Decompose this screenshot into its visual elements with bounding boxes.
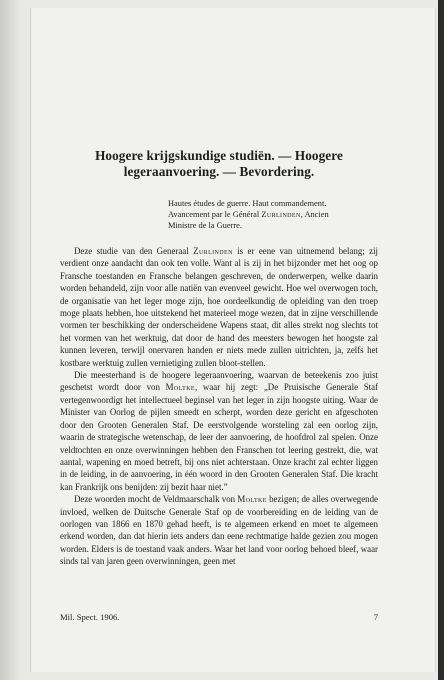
page-edge-shadow	[438, 0, 444, 680]
subtitle-author: Zurlinden	[261, 210, 301, 219]
paragraph-3-a: Deze woorden mocht de Veldmaarschalk von	[74, 494, 236, 505]
page-footer	[60, 612, 378, 622]
paragraph-1-a: Deze studie van den Generaal	[74, 246, 189, 256]
page-number: 7	[373, 612, 378, 622]
paragraph-2-author: Moltke	[165, 382, 195, 393]
paragraph-3-author: Moltke	[237, 494, 267, 505]
subtitle-line-2	[168, 209, 378, 220]
paragraph-2-b: , waar hij zegt: „De Pruisische Generale Staf vertegenwoordigt het intellectueel beginsel van het leger in zijn hoogste uiting. Waar de Minister van Oorlog de pijlen smeedt en scherpt, worden deze gericht en afgeschoten door den Grooten Generalen Staf. De eerstvolgende worsteling zal een oorlog zijn, waarin de strategische wetenschap, de leer der aanvoering, de hoofdrol zal spelen. Onze veldtochten en onze overwinningen hebben den Franschen tot leering gestrekt, die, wat aantal, wapening en moed betreft, bij ons niet achterstaan. Onze kracht zal echter liggen in de leiding, in de aanvoering, in één woord in den Grooten Generalen Staf. Die kracht kan Frankrijk ons benijden: zij bezit haar niet.”	[60, 382, 379, 492]
paragraph-3	[60, 493, 378, 567]
article-subtitle	[168, 198, 378, 231]
paragraph-2-a: Die meesterhand is de hoogere legeraanvoering, waarvan de beteekenis zoo juist geschetst wordt door von	[60, 370, 378, 393]
article-body	[60, 148, 378, 568]
paragraph-1-b: is er eene van uitnemend belang; zij verdient onze aandacht dan ook ten volle. Want al is zij in het bijzonder met het oog op Fransche toestanden en Fransche belangen geschreven, de onderwerpen, welke daarin worden behandeld, zijn voor alle natiën van evenveel gewicht. Hoe wel overwogen toch, de organisatie van het leger moge zijn, hoe oordeelkundig de opleiding van den troep moge plaats hebben, hoe uitstekend het materieel moge wezen, dat in zijne verschillende vormen ter beschikking der onderscheidene Wapens staat, dit alles strekt nog slechts tot het vormen van het werktuig, dat door de hand des meesters bewogen het hoogste zal kunnen leveren, terwijl onervaren handen er niets mede zullen uitrichten, ja, zelfs het kostbare werktuig zullen vernietiging zullen bloot-stellen.	[60, 246, 378, 368]
paragraph-1-author: Zurlinden	[193, 246, 233, 256]
article-title	[60, 148, 378, 180]
subtitle-line-1: Hautes études de guerre. Haut commandement.	[168, 199, 327, 208]
subtitle-line-3: Ministre de la Guerre.	[168, 221, 242, 230]
subtitle-line-2-b: , Ancien	[300, 210, 329, 219]
subtitle-line-2-a: Avancement par le Général	[168, 210, 260, 219]
article-title-line-2: legeraanvoering. — Bevordering.	[123, 164, 315, 179]
paragraph-3-b: bezigen; de alles overwegende invloed, welken de Duitsche Generale Staf op de voorbereiding en de leiding van de oorlogen van 1866 en 1870 gehad heeft, is te algemeen erkend en moet te algemeen erkend worden, dan dat hierin iets anders dan eene rechtmatige halde gezien zou mogen worden. Elders is de toestand vaak anders. Waar het land voor oorlog behoed bleef, waar sinds tal van jaren geen overwinningen, geen met	[60, 494, 379, 567]
paragraph-2	[60, 369, 378, 493]
paragraph-1	[60, 245, 378, 369]
article-title-line-1: Hoogere krijgskundige studiën. — Hoogere	[95, 148, 343, 163]
footer-signature: Mil. Spect. 1906.	[60, 612, 120, 622]
book-gutter	[0, 0, 20, 680]
